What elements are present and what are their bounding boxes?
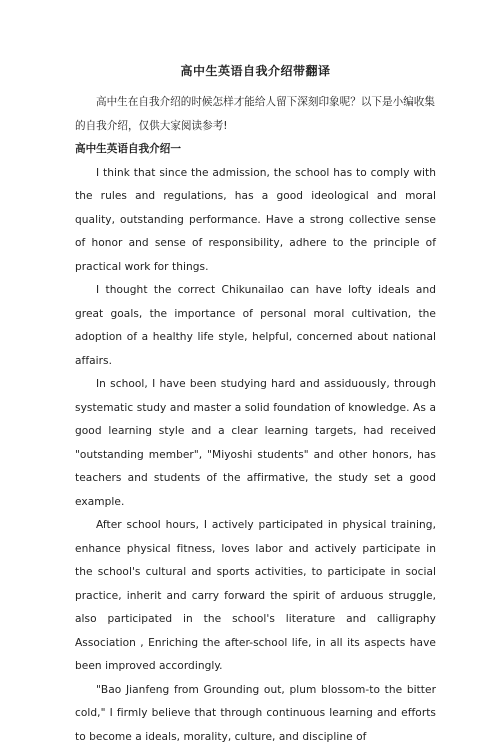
- section-heading: 高中生英语自我介绍一: [75, 138, 436, 162]
- document-title: 高中生英语自我介绍带翻译: [75, 62, 436, 79]
- body-paragraph: After school hours, I actively participated in physical training, enhance physical fitness, loves labor and actively participate in the school's cultural and sports activities, to participate in social practice, inherit and carry forward the spirit of arduous struggle, also participated in the school's literature and calligraphy Association , Enriching the after-school life, in all its aspects have been improved accordingly.: [75, 514, 436, 679]
- body-paragraph: "Bao Jianfeng from Grounding out, plum blossom-to the bitter cold," I firmly believe that through continuous learning and efforts to become a ideals, morality, culture, and discipline of: [75, 679, 436, 749]
- body-paragraph: In school, I have been studying hard and assiduously, through systematic study and master a solid foundation of knowledge. As a good learning style and a clear learning targets, had received "outstanding member", "Miyoshi students" and other honors, has teachers and students of the affirmative, the study set a good example.: [75, 373, 436, 514]
- body-paragraph: I thought the correct Chikunailao can have lofty ideals and great goals, the importance of personal moral cultivation, the adoption of a healthy life style, helpful, concerned about national affairs.: [75, 279, 436, 373]
- intro-paragraph: 高中生在自我介绍的时候怎样才能给人留下深刻印象呢？以下是小编收集的自我介绍，仅供大家阅读参考!: [75, 91, 436, 138]
- body-paragraph: I think that since the admission, the school has to comply with the rules and regulations, has a good ideological and moral quality, outstanding performance. Have a strong collective sense of honor and sense of responsibility, adhere to the principle of practical work for things.: [75, 162, 436, 280]
